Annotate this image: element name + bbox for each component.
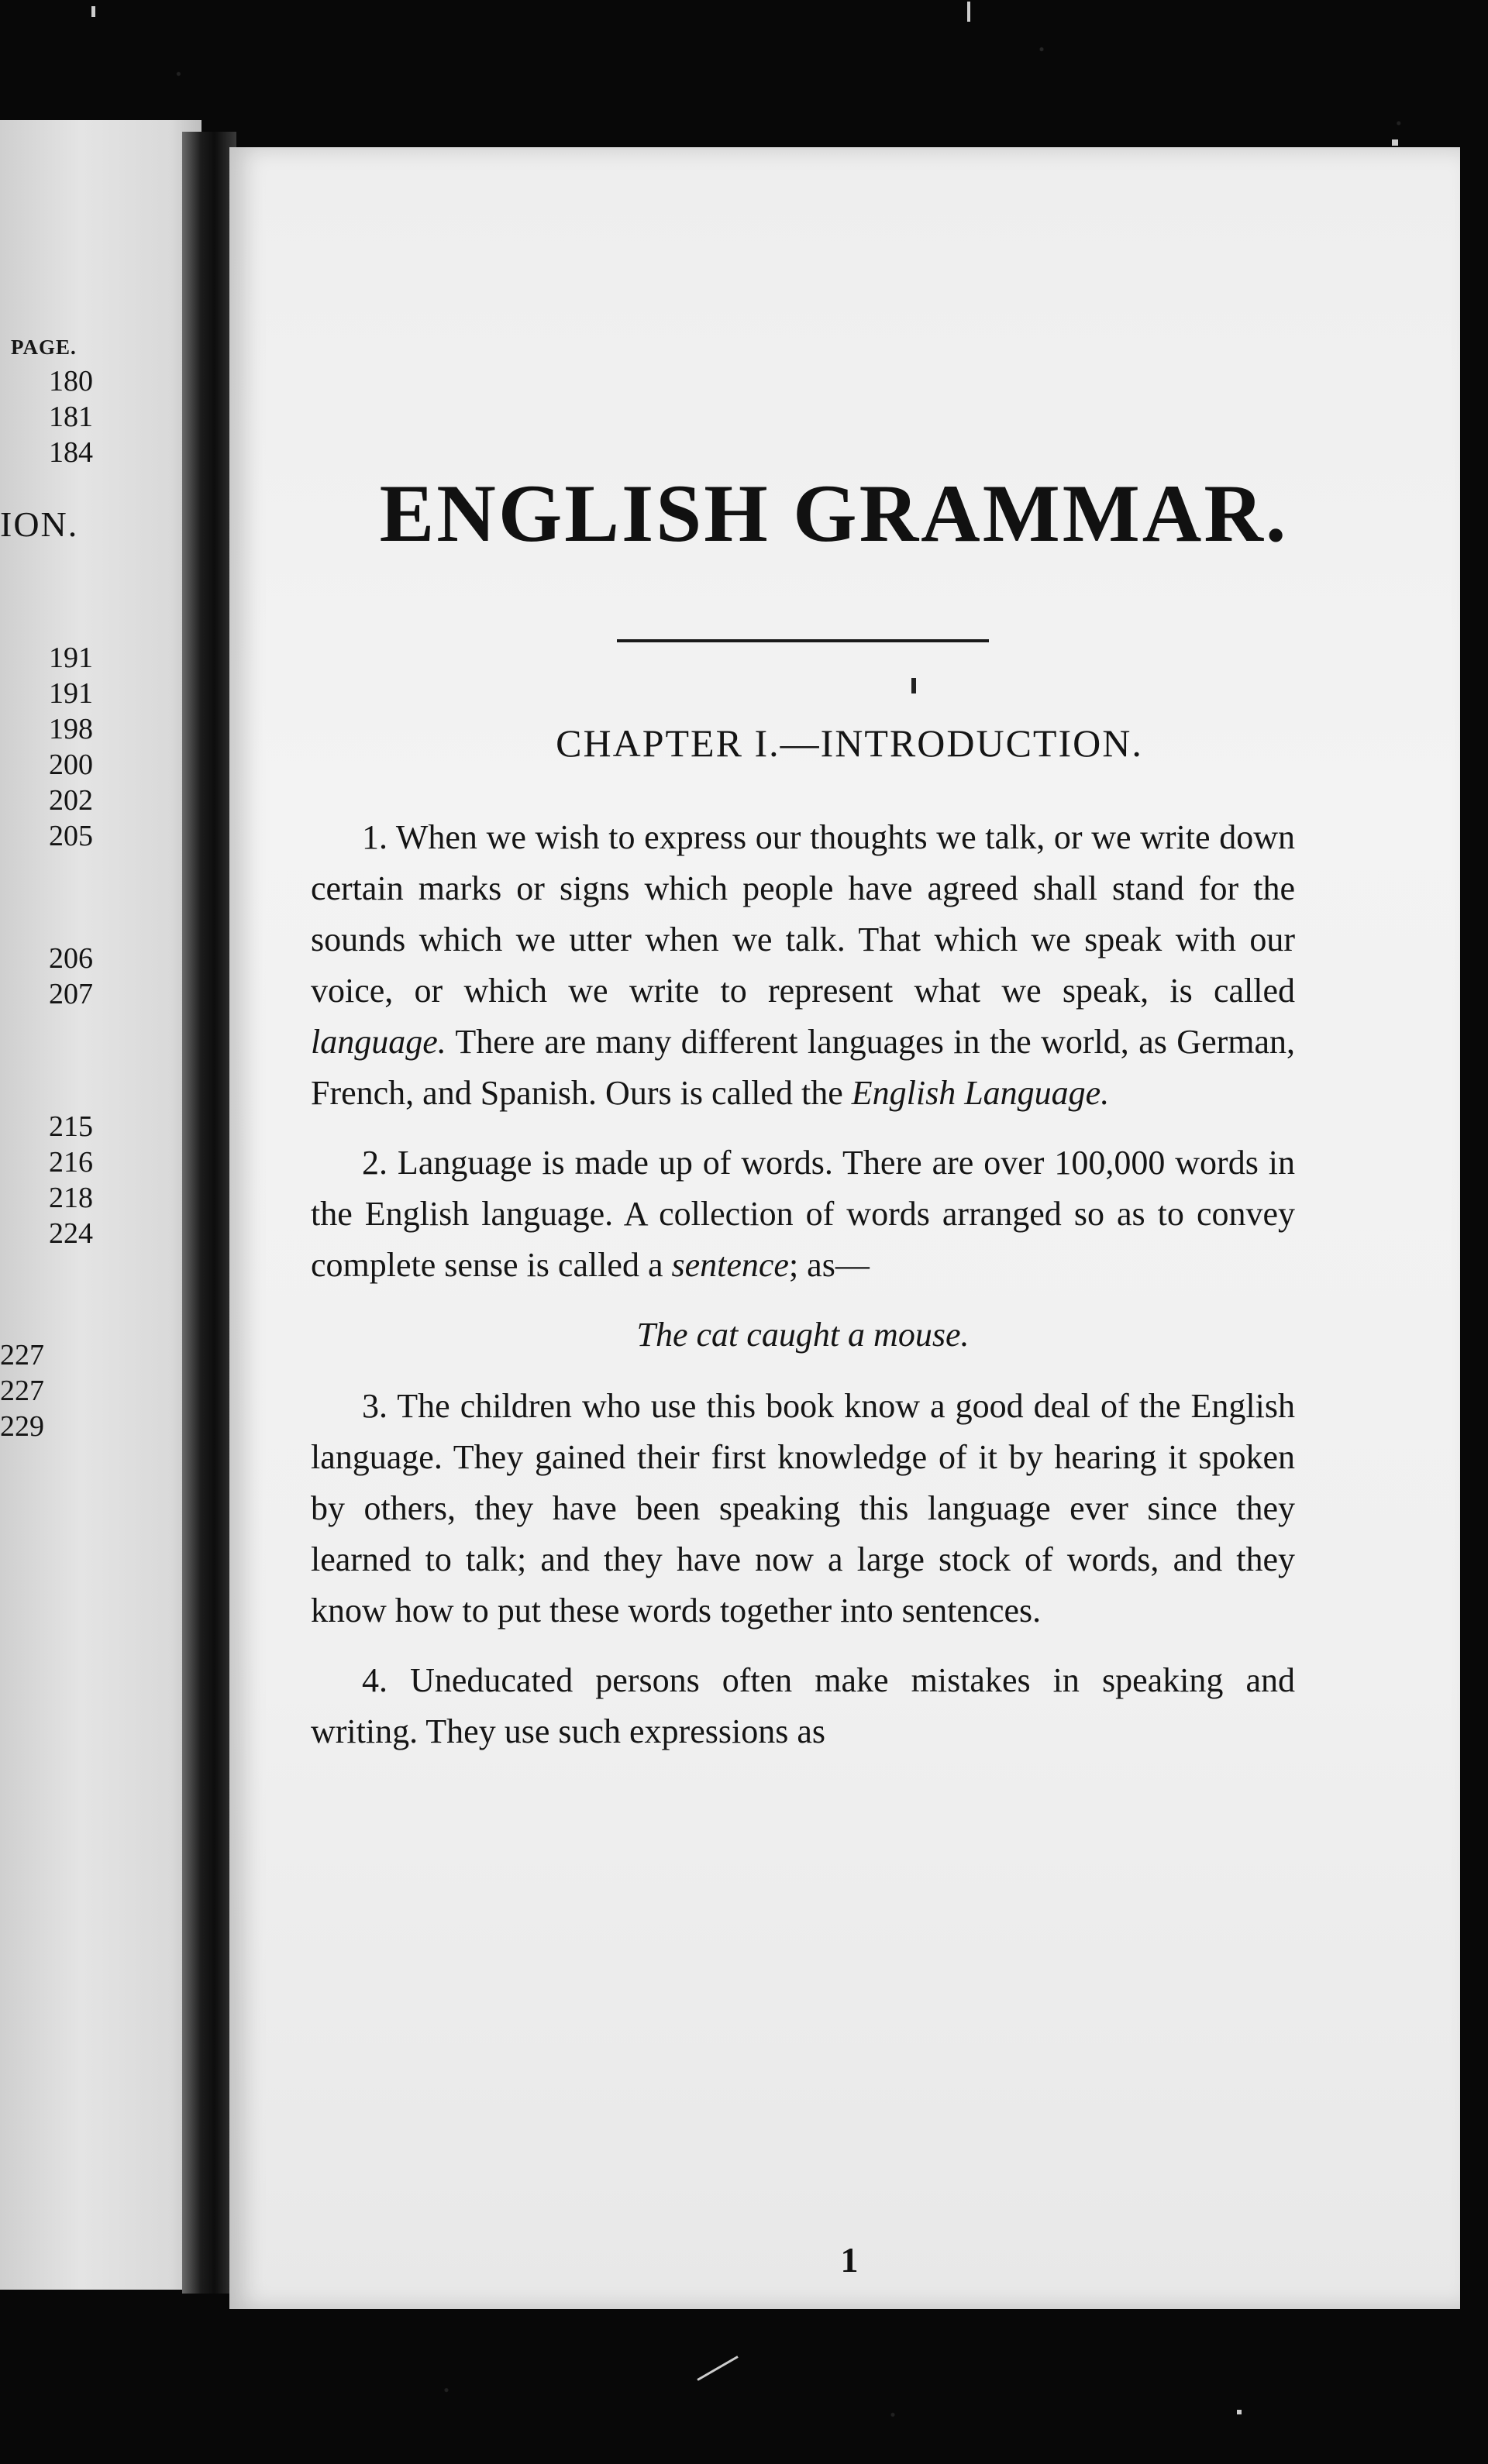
scan-speck: [967, 2, 970, 22]
chapter-heading: CHAPTER I.—INTRODUCTION.: [556, 721, 1143, 765]
toc-page-number: 191: [49, 677, 93, 710]
paragraph-text: 2. Language is made up of words. There are over 100,000 words in the English language. A collection of words arranged so as to convey complete sense is called a: [311, 1144, 1295, 1284]
book-gutter-shadow: [182, 132, 236, 2294]
toc-page-number: 207: [49, 978, 93, 1010]
toc-page-number: 215: [49, 1110, 93, 1143]
italic-term: language.: [311, 1023, 446, 1061]
toc-page-number: 216: [49, 1146, 93, 1179]
paragraph-text: ; as—: [788, 1246, 870, 1284]
toc-fragment-text: ION.: [0, 504, 79, 544]
book-page: [229, 147, 1460, 2309]
example-sentence: The cat caught a mouse.: [636, 1316, 970, 1354]
paragraph-1: [311, 812, 1295, 1119]
toc-page-number: 184: [49, 436, 93, 469]
toc-page-header: PAGE.: [11, 336, 77, 359]
toc-page-number: 205: [49, 820, 93, 852]
toc-page-number: 229: [0, 1410, 44, 1443]
toc-page-number: 206: [49, 942, 93, 975]
paragraph-4: 4. Uneducated persons often make mistakes in speaking and writing. They use such expressions as: [311, 1661, 1295, 1750]
page-number: 1: [840, 2240, 859, 2280]
toc-page-number: 218: [49, 1182, 93, 1214]
title-rule: [617, 639, 989, 642]
rule-mark: [911, 678, 916, 693]
scan-speck: [91, 6, 95, 17]
toc-page-number: 198: [49, 713, 93, 745]
paragraph-2: [311, 1137, 1295, 1291]
paragraph-text: 1. When we wish to express our thoughts we talk, or we write down certain marks or signs which people have agreed shall stand for the sounds which we utter when we talk. That which we speak with our voice, or which we write to represent what we speak, is called: [311, 818, 1295, 1010]
toc-page-number: 180: [49, 365, 93, 397]
paragraph-3: 3. The children who use this book know a good deal of the English language. They gained their first knowledge of it by hearing it spoken by others, they have been speaking this language ever since they learned to talk; and they have now a large stock of words, and they know how to put these words together into sentences.: [311, 1387, 1295, 1629]
toc-page-number: 191: [49, 642, 93, 674]
toc-page-number: 224: [49, 1217, 93, 1250]
toc-page-number: 181: [49, 401, 93, 433]
toc-page-number: 200: [49, 748, 93, 781]
toc-page-number: 227: [0, 1339, 44, 1371]
paragraph-text: There are many different languages in the world, as German, French, and Spanish. Ours is called the: [311, 1023, 1295, 1112]
italic-term: English Language.: [851, 1074, 1110, 1112]
scan-speck: [1392, 139, 1398, 146]
italic-term: sentence: [671, 1246, 789, 1284]
body-text: [311, 812, 1295, 1776]
toc-page-number: 202: [49, 784, 93, 817]
toc-page-number: 227: [0, 1375, 44, 1407]
previous-page-strip: [0, 120, 202, 2290]
page-title: ENGLISH GRAMMAR.: [379, 468, 1289, 559]
scan-speck: [1237, 2410, 1242, 2414]
